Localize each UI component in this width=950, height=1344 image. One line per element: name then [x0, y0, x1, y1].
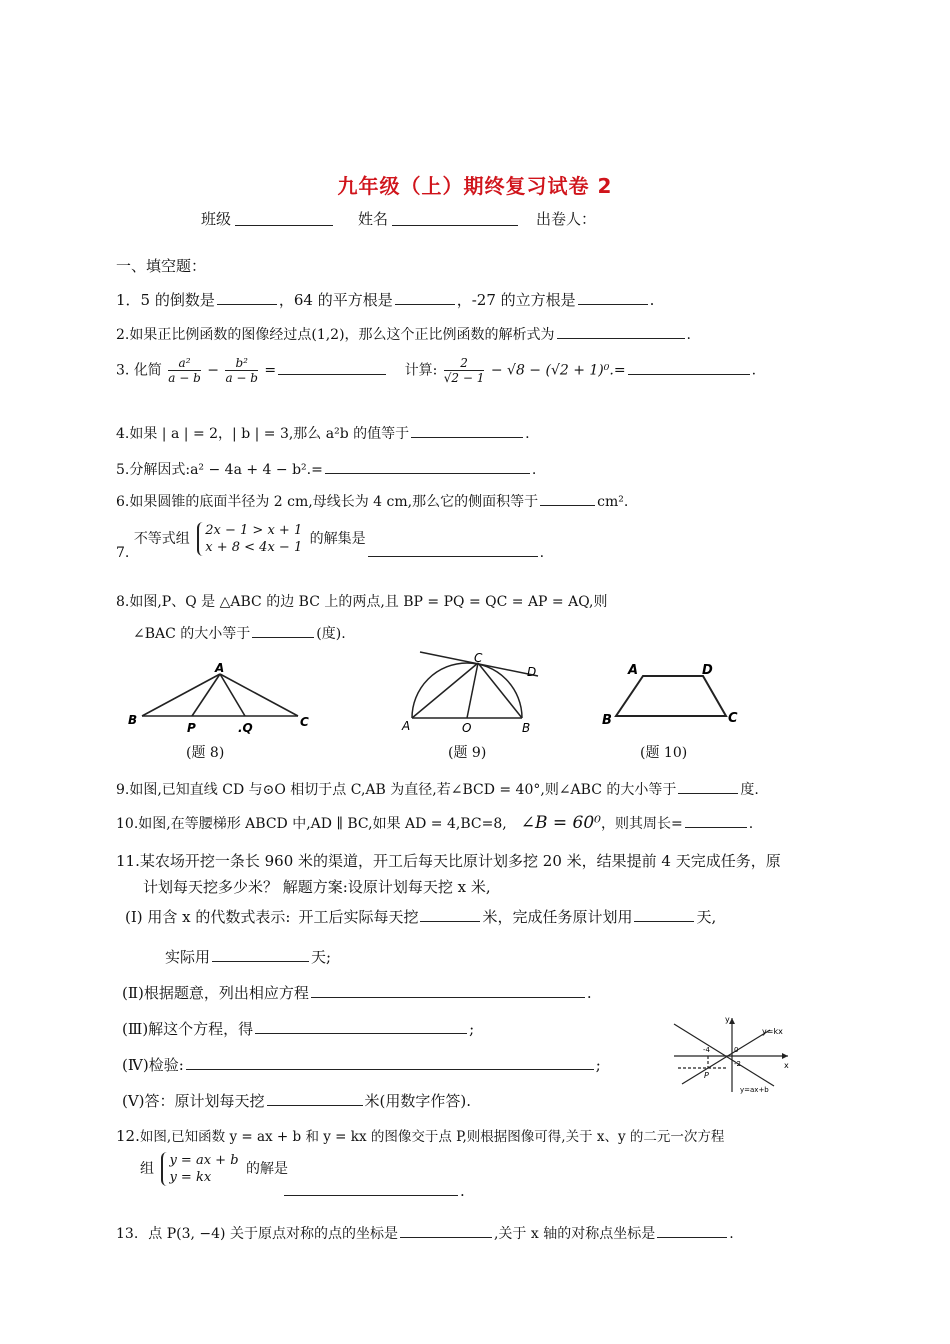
q4-blank[interactable]	[411, 422, 523, 438]
question-8	[116, 591, 607, 611]
q6-text: 如果圆锥的底面半径为 2 cm,母线长为 4 cm,那么它的侧面积等于	[129, 494, 539, 510]
q11-part-4	[122, 1054, 601, 1075]
fig9-caption: (题 9)	[448, 745, 487, 761]
q11-blank-2[interactable]	[634, 906, 694, 922]
fig10-label-a: A	[628, 663, 639, 678]
q7-line-1: 2x − 1 > x + 1	[205, 523, 303, 538]
q3-calc-label: 计算:	[404, 362, 438, 379]
q7-label: 不等式组	[133, 531, 190, 547]
q12-text: 如图,已知函数 y = ax + b 和 y = kx 的图像交于点 P,则根据图像可得,关于 x、y 的二元一次方程	[139, 1129, 725, 1145]
q1-text-b: ，64 的平方根是	[278, 291, 393, 309]
fig9-label-c: C	[474, 651, 483, 665]
question-7	[116, 522, 544, 561]
graph-label-p: P	[704, 1071, 709, 1080]
q11-part-3	[122, 1018, 474, 1039]
q12-end: .	[460, 1182, 465, 1200]
question-13	[116, 1222, 734, 1243]
q11-part-5-text: (Ⅴ)答：原计划每天挖	[122, 1092, 265, 1110]
fig9-label-o: O	[462, 721, 472, 735]
q11-part-4-end: ;	[595, 1056, 601, 1074]
question-10	[116, 812, 753, 833]
q11-part-5-end: 米(用数字作答).	[364, 1092, 472, 1110]
fig8-label-q: .Q	[238, 721, 253, 735]
q5-end: .	[531, 462, 537, 478]
q12-number: 12.	[116, 1127, 140, 1145]
fig9-label-b: B	[522, 721, 531, 735]
q3-equals: =	[264, 362, 277, 379]
name-label: 姓名	[358, 210, 389, 228]
q8-blank[interactable]	[252, 622, 314, 638]
q3-fraction-2	[225, 356, 258, 385]
q3-f3-denominator: √2 − 1	[443, 371, 485, 385]
q6-end: cm².	[597, 494, 629, 510]
q3-simplify-label: 化简	[133, 362, 162, 379]
fig10-label-d: D	[702, 663, 713, 678]
fig8-label-c: C	[300, 715, 309, 729]
q13-mid: ,关于 x 轴的对称点坐标是	[493, 1226, 656, 1242]
q11-blank-4[interactable]	[311, 982, 585, 998]
q3-equals-2: =	[613, 362, 626, 379]
question-6	[116, 490, 628, 511]
q3-f1-denominator: a − b	[168, 371, 201, 385]
q5-number: 5.	[116, 462, 130, 478]
author-label: 出卷人：	[536, 210, 597, 228]
q3-f3-numerator: 2	[444, 356, 485, 371]
q10-blank[interactable]	[685, 812, 747, 828]
q11-blank-5[interactable]	[255, 1018, 467, 1034]
graph-label-x: x	[784, 1061, 789, 1070]
fig10-caption: (题 10)	[640, 745, 688, 761]
q3-fraction-1	[168, 356, 201, 385]
section-heading: 一、填空题：	[116, 257, 207, 275]
q8-end: (度).	[316, 626, 346, 642]
q11-line-2: 计划每天挖多少米？ 解题方案:设原计划每天挖 x 米,	[143, 878, 491, 896]
q11-part-3-text: (Ⅲ)解这个方程，得	[122, 1020, 254, 1038]
q10-angle: ∠B = 60⁰	[520, 813, 601, 833]
q7-blank[interactable]	[368, 541, 538, 557]
q12-line-1: y = ax + b	[169, 1153, 239, 1168]
q5-blank[interactable]	[325, 458, 530, 474]
q9-number: 9.	[116, 782, 130, 798]
q2-text: 如果正比例函数的图像经过点(1,2)，那么这个正比例函数的解析式为	[129, 327, 555, 343]
q3-blank-1[interactable]	[278, 359, 386, 375]
q7-solution-label: 的解集是	[309, 531, 366, 547]
question-9	[116, 778, 759, 799]
q9-blank[interactable]	[678, 778, 738, 794]
q11-blank-6[interactable]	[186, 1054, 594, 1070]
function-graph	[670, 1012, 794, 1096]
q13-number: 13.	[116, 1226, 139, 1242]
q11-actual-label: 实际用	[165, 948, 211, 966]
q4-text: 如果 | a | = 2，| b | = 3,那么 a²b 的值等于	[129, 426, 410, 442]
q8-line-2-text: ∠BAC 的大小等于	[133, 626, 251, 642]
graph-label-origin: 0	[734, 1046, 739, 1054]
q3-fraction-3	[444, 356, 485, 385]
q1-blank-1[interactable]	[217, 289, 277, 305]
q11-blank-1[interactable]	[420, 906, 480, 922]
q3-minus: −	[207, 362, 219, 379]
q11-part-2	[122, 982, 592, 1003]
graph-label-y: y	[725, 1015, 730, 1024]
q11-part-1-text-b: 米，完成任务原计划用	[482, 908, 633, 926]
q13-blank-2[interactable]	[657, 1222, 727, 1238]
question-11-line-1	[116, 850, 781, 871]
q12-answer	[282, 1180, 465, 1200]
q7-end: .	[539, 545, 545, 561]
q1-blank-2[interactable]	[395, 289, 455, 305]
q3-number: 3.	[116, 362, 130, 379]
q13-text: 点 P(3, −4) 关于原点对称的点的坐标是	[148, 1226, 398, 1242]
figure-9-semicircle	[396, 648, 546, 740]
question-2	[116, 323, 691, 344]
q4-end: .	[525, 426, 530, 442]
q11-part-1-text-c: 天,	[696, 908, 717, 926]
q11-part-3-end: ;	[469, 1020, 475, 1038]
name-blank[interactable]	[392, 210, 518, 226]
figure-8-triangle	[120, 660, 320, 740]
fig8-label-p: P	[187, 721, 196, 735]
q11-part-2-end: .	[586, 984, 592, 1002]
q11-part-1-label: (Ⅰ) 用含 x 的代数式表示:	[125, 908, 291, 926]
q10-rest: ，则其周长=	[600, 816, 683, 832]
q1-blank-3[interactable]	[578, 289, 648, 305]
q12-system	[140, 1152, 288, 1186]
graph-label-minus-2: -2	[734, 1060, 741, 1068]
q6-blank[interactable]	[540, 490, 595, 506]
graph-label-kx: y=kx	[762, 1027, 783, 1036]
question-8-line-2	[133, 622, 346, 643]
q2-blank[interactable]	[557, 323, 685, 339]
q11-part-1	[125, 906, 716, 927]
q7-line-2: x + 8 < 4x − 1	[205, 540, 303, 555]
q13-blank-1[interactable]	[400, 1222, 492, 1238]
q7-inequality-system	[197, 522, 302, 556]
q3-f2-numerator: b²	[225, 356, 258, 371]
q1-end: .	[649, 291, 655, 309]
question-5	[116, 458, 536, 479]
graph-label-axb: y=ax+b	[740, 1086, 769, 1094]
q1-text-c: ，-27 的立方根是	[456, 291, 576, 309]
q7-number: 7.	[116, 545, 130, 561]
question-4	[116, 422, 530, 443]
q11-blank-7[interactable]	[267, 1090, 363, 1106]
q12-group-label: 组	[140, 1161, 154, 1177]
q5-text: 分解因式:a² − 4a + 4 − b².=	[129, 462, 323, 478]
q11-number: 11.	[116, 852, 140, 870]
figure-10-trapezoid	[598, 656, 748, 732]
q10-text: 如图,在等腰梯形 ABCD 中,AD ∥ BC,如果 AD = 4,	[138, 816, 461, 832]
q3-f1-numerator: a²	[168, 356, 201, 371]
q11-part-5	[122, 1090, 471, 1111]
q9-text: 如图,已知直线 CD 与⊙O 相切于点 C,AB 为直径,若∠BCD = 40°,则∠ABC 的大小等于	[129, 782, 677, 798]
fig8-caption: (题 8)	[186, 745, 225, 761]
q6-number: 6.	[116, 494, 130, 510]
question-3	[116, 356, 756, 385]
q1-text-a: 5 的倒数是	[140, 291, 215, 309]
q13-end: .	[729, 1226, 734, 1242]
fig10-label-c: C	[728, 711, 738, 726]
q3-end: .	[751, 362, 757, 379]
q8-text: 如图,P、Q 是 △ABC 的边 BC 上的两点,且 BP = PQ = QC = AP = AQ,则	[129, 594, 608, 610]
q11-line-1-text: 某农场开挖一条长 960 米的渠道，开工后每天比原计划多挖 20 米，结果提前 4 天完成任务，原	[139, 852, 781, 870]
q3-f2-denominator: a − b	[225, 371, 258, 385]
question-1	[116, 289, 654, 310]
q2-number: 2.	[116, 327, 130, 343]
q12-equation-system	[161, 1152, 238, 1186]
q1-number: 1．	[116, 291, 141, 309]
q8-number: 8.	[116, 594, 130, 610]
q10-bc: BC=8,	[460, 816, 507, 832]
fig9-label-d: D	[527, 665, 537, 679]
class-label: 班级	[201, 210, 232, 228]
q3-blank-2[interactable]	[628, 359, 750, 375]
graph-label-minus-4: -4	[703, 1046, 710, 1054]
q11-part-1-text-a: 开工后实际每天挖	[298, 908, 419, 926]
fig8-label-b: B	[128, 713, 138, 727]
q12-line-2: y = kx	[169, 1170, 212, 1185]
q11-part-4-text: (Ⅳ)检验:	[122, 1056, 184, 1074]
exam-title: 九年级（上）期终复习试卷 2	[337, 174, 613, 198]
question-12	[116, 1125, 724, 1145]
q12-solution-label: 的解是	[245, 1161, 288, 1177]
q2-end: .	[686, 327, 691, 343]
class-blank[interactable]	[235, 210, 333, 226]
q10-end: .	[748, 816, 754, 832]
q3-expression-rest: − √8 − (√2 + 1)⁰.	[490, 362, 614, 379]
q4-number: 4.	[116, 426, 130, 442]
fig9-label-a: A	[402, 719, 411, 733]
q12-blank[interactable]	[284, 1180, 458, 1196]
q10-number: 10.	[116, 816, 139, 832]
fig8-label-a: A	[215, 661, 225, 675]
q11-part-2-text: (Ⅱ)根据题意，列出相应方程	[122, 984, 309, 1002]
fig10-label-b: B	[602, 713, 612, 728]
q11-actual-end: 天;	[311, 948, 332, 966]
q11-blank-3[interactable]	[212, 946, 309, 962]
q9-end: 度.	[740, 782, 759, 798]
q11-part-1-line-2	[165, 946, 331, 967]
